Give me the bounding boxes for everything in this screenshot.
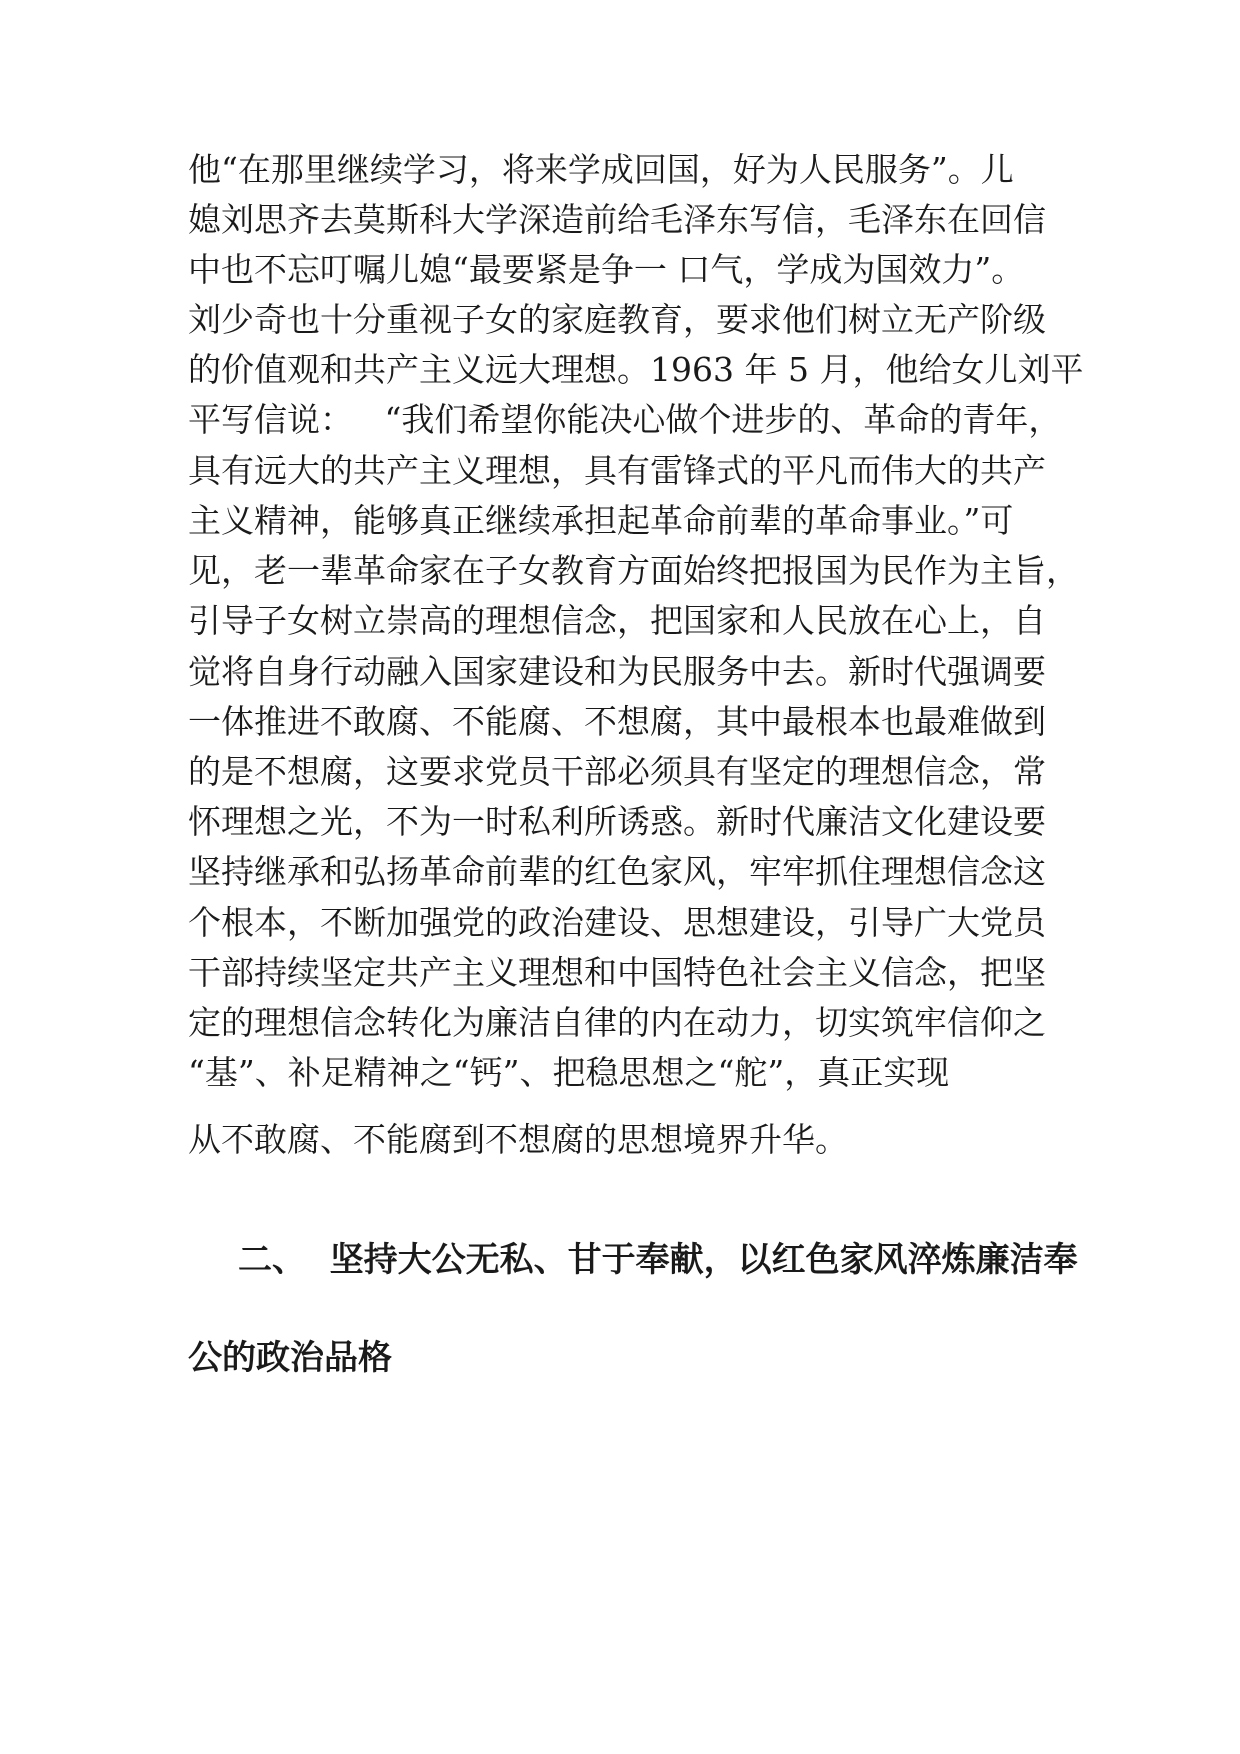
body-line: 干部持续坚定共产主义理想和中国特色社会主义信念，把坚 [188, 953, 1046, 992]
body-line: 定的理想信念转化为廉洁自律的内在动力，切实筑牢信仰之 [188, 1003, 1046, 1042]
body-line: 媳刘思齐去莫斯科大学深造前给毛泽东写信，毛泽东在回信 [188, 200, 1046, 239]
body-line: 引导子女树立崇高的理想信念，把国家和人民放在心上，自 [188, 601, 1046, 640]
body-line: 的是不想腐，这要求党员干部必须具有坚定的理想信念，常 [188, 752, 1046, 791]
body-line: “基”、补足精神之“钙”、把稳思想之“舵”，真正实现 [188, 1053, 950, 1092]
body-line: 怀理想之光，不为一时私利所诱惑。新时代廉洁文化建设要 [188, 802, 1046, 841]
body-line: 平写信说： “我们希望你能决心做个进步的、革命的青年， [188, 400, 1062, 439]
body-line: 坚持继承和弘扬革命前辈的红色家风，牢牢抓住理想信念这 [188, 852, 1046, 891]
body-line: 个根本，不断加强党的政治建设、思想建设，引导广大党员 [188, 903, 1046, 942]
body-line: 具有远大的共产主义理想，具有雷锋式的平凡而伟大的共产 [188, 451, 1046, 490]
section-heading-line-1: 二、 坚持大公无私、甘于奉献，以红色家风淬炼廉洁奉 [238, 1240, 1078, 1280]
body-line: 刘少奇也十分重视子女的家庭教育，要求他们树立无产阶级 [188, 300, 1046, 339]
body-line: 觉将自身行动融入国家建设和为民服务中去。新时代强调要 [188, 652, 1046, 691]
section-heading-line-2: 公的政治品格 [188, 1338, 392, 1378]
body-line: 他“在那里继续学习，将来学成回国，好为人民服务”。儿 [188, 150, 1014, 189]
body-line: 从不敢腐、不能腐到不想腐的思想境界升华。 [188, 1120, 848, 1159]
body-line: 主义精神，能够真正继续承担起革命前辈的革命事业。”可 [188, 501, 1014, 540]
body-line: 的价值观和共产主义远大理想。1963 年 5 月，他给女儿刘平 [188, 350, 1084, 389]
body-line: 一体推进不敢腐、不能腐、不想腐，其中最根本也最难做到 [188, 702, 1046, 741]
body-line: 中也不忘叮嘱儿媳“最要紧是争一 口气，学成为国效力”。 [188, 250, 1025, 289]
body-line: 见，老一辈革命家在子女教育方面始终把报国为民作为主旨， [188, 551, 1079, 590]
